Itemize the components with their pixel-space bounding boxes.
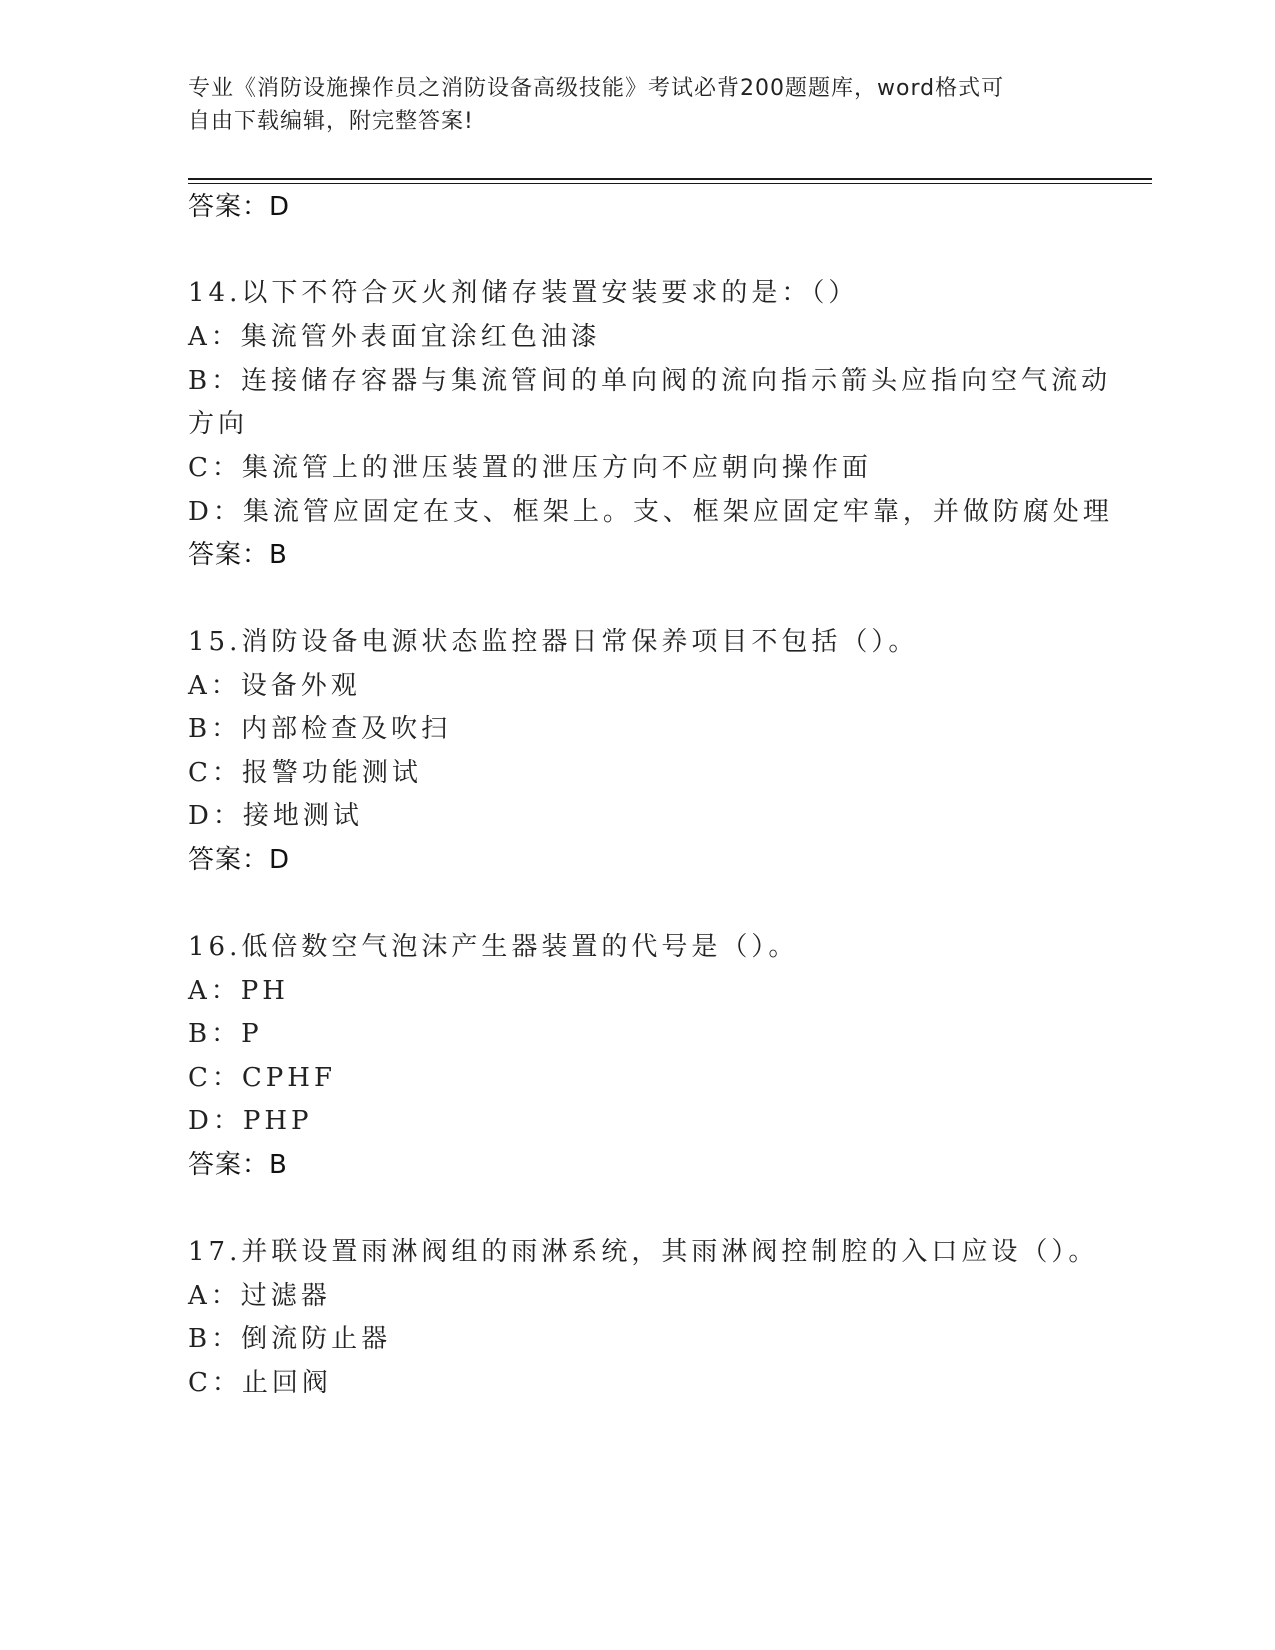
option-14-a: A：集流管外表面宜涂红色油漆	[188, 322, 601, 352]
header-line-1: 专业《消防设施操作员之消防设备高级技能》考试必背200题题库，word格式可	[188, 76, 1005, 101]
answer-14: 答案：B	[188, 540, 288, 570]
option-17-a: A：过滤器	[188, 1281, 331, 1311]
answer-prev: 答案：D	[188, 192, 291, 222]
option-14-b-cont: 方向	[188, 409, 249, 439]
option-17-c: C：止回阀	[188, 1368, 332, 1398]
option-16-c: C：CPHF	[188, 1063, 336, 1093]
option-17-b: B：倒流防止器	[188, 1324, 392, 1354]
document-header	[188, 72, 1068, 138]
option-16-b: B：P	[188, 1019, 263, 1049]
option-15-a: A：设备外观	[188, 671, 361, 701]
option-15-c: C：报警功能测试	[188, 758, 422, 788]
option-16-a: A：PH	[188, 976, 289, 1006]
option-16-d: D：PHP	[188, 1106, 313, 1136]
header-rule-thin	[188, 183, 1152, 184]
option-15-b: B：内部检查及吹扫	[188, 714, 452, 744]
header-line-2: 自由下载编辑，附完整答案!	[188, 109, 474, 134]
option-14-d: D：集流管应固定在支、框架上。支、框架应固定牢靠，并做防腐处理	[188, 497, 1113, 527]
question-17: 17.并联设置雨淋阀组的雨淋系统，其雨淋阀控制腔的入口应设（）。	[188, 1237, 1099, 1267]
header-rule-thick	[188, 178, 1152, 180]
question-14: 14.以下不符合灭火剂储存装置安装要求的是：（）	[188, 278, 859, 308]
answer-15: 答案：D	[188, 845, 291, 875]
question-16: 16.低倍数空气泡沫产生器装置的代号是（）。	[188, 932, 799, 962]
answer-16: 答案：B	[188, 1150, 288, 1180]
option-14-c: C：集流管上的泄压装置的泄压方向不应朝向操作面	[188, 453, 872, 483]
option-14-b: B：连接储存容器与集流管间的单向阀的流向指示箭头应指向空气流动	[188, 366, 1112, 396]
option-15-d: D：接地测试	[188, 801, 363, 831]
question-15: 15.消防设备电源状态监控器日常保养项目不包括（）。	[188, 627, 919, 657]
